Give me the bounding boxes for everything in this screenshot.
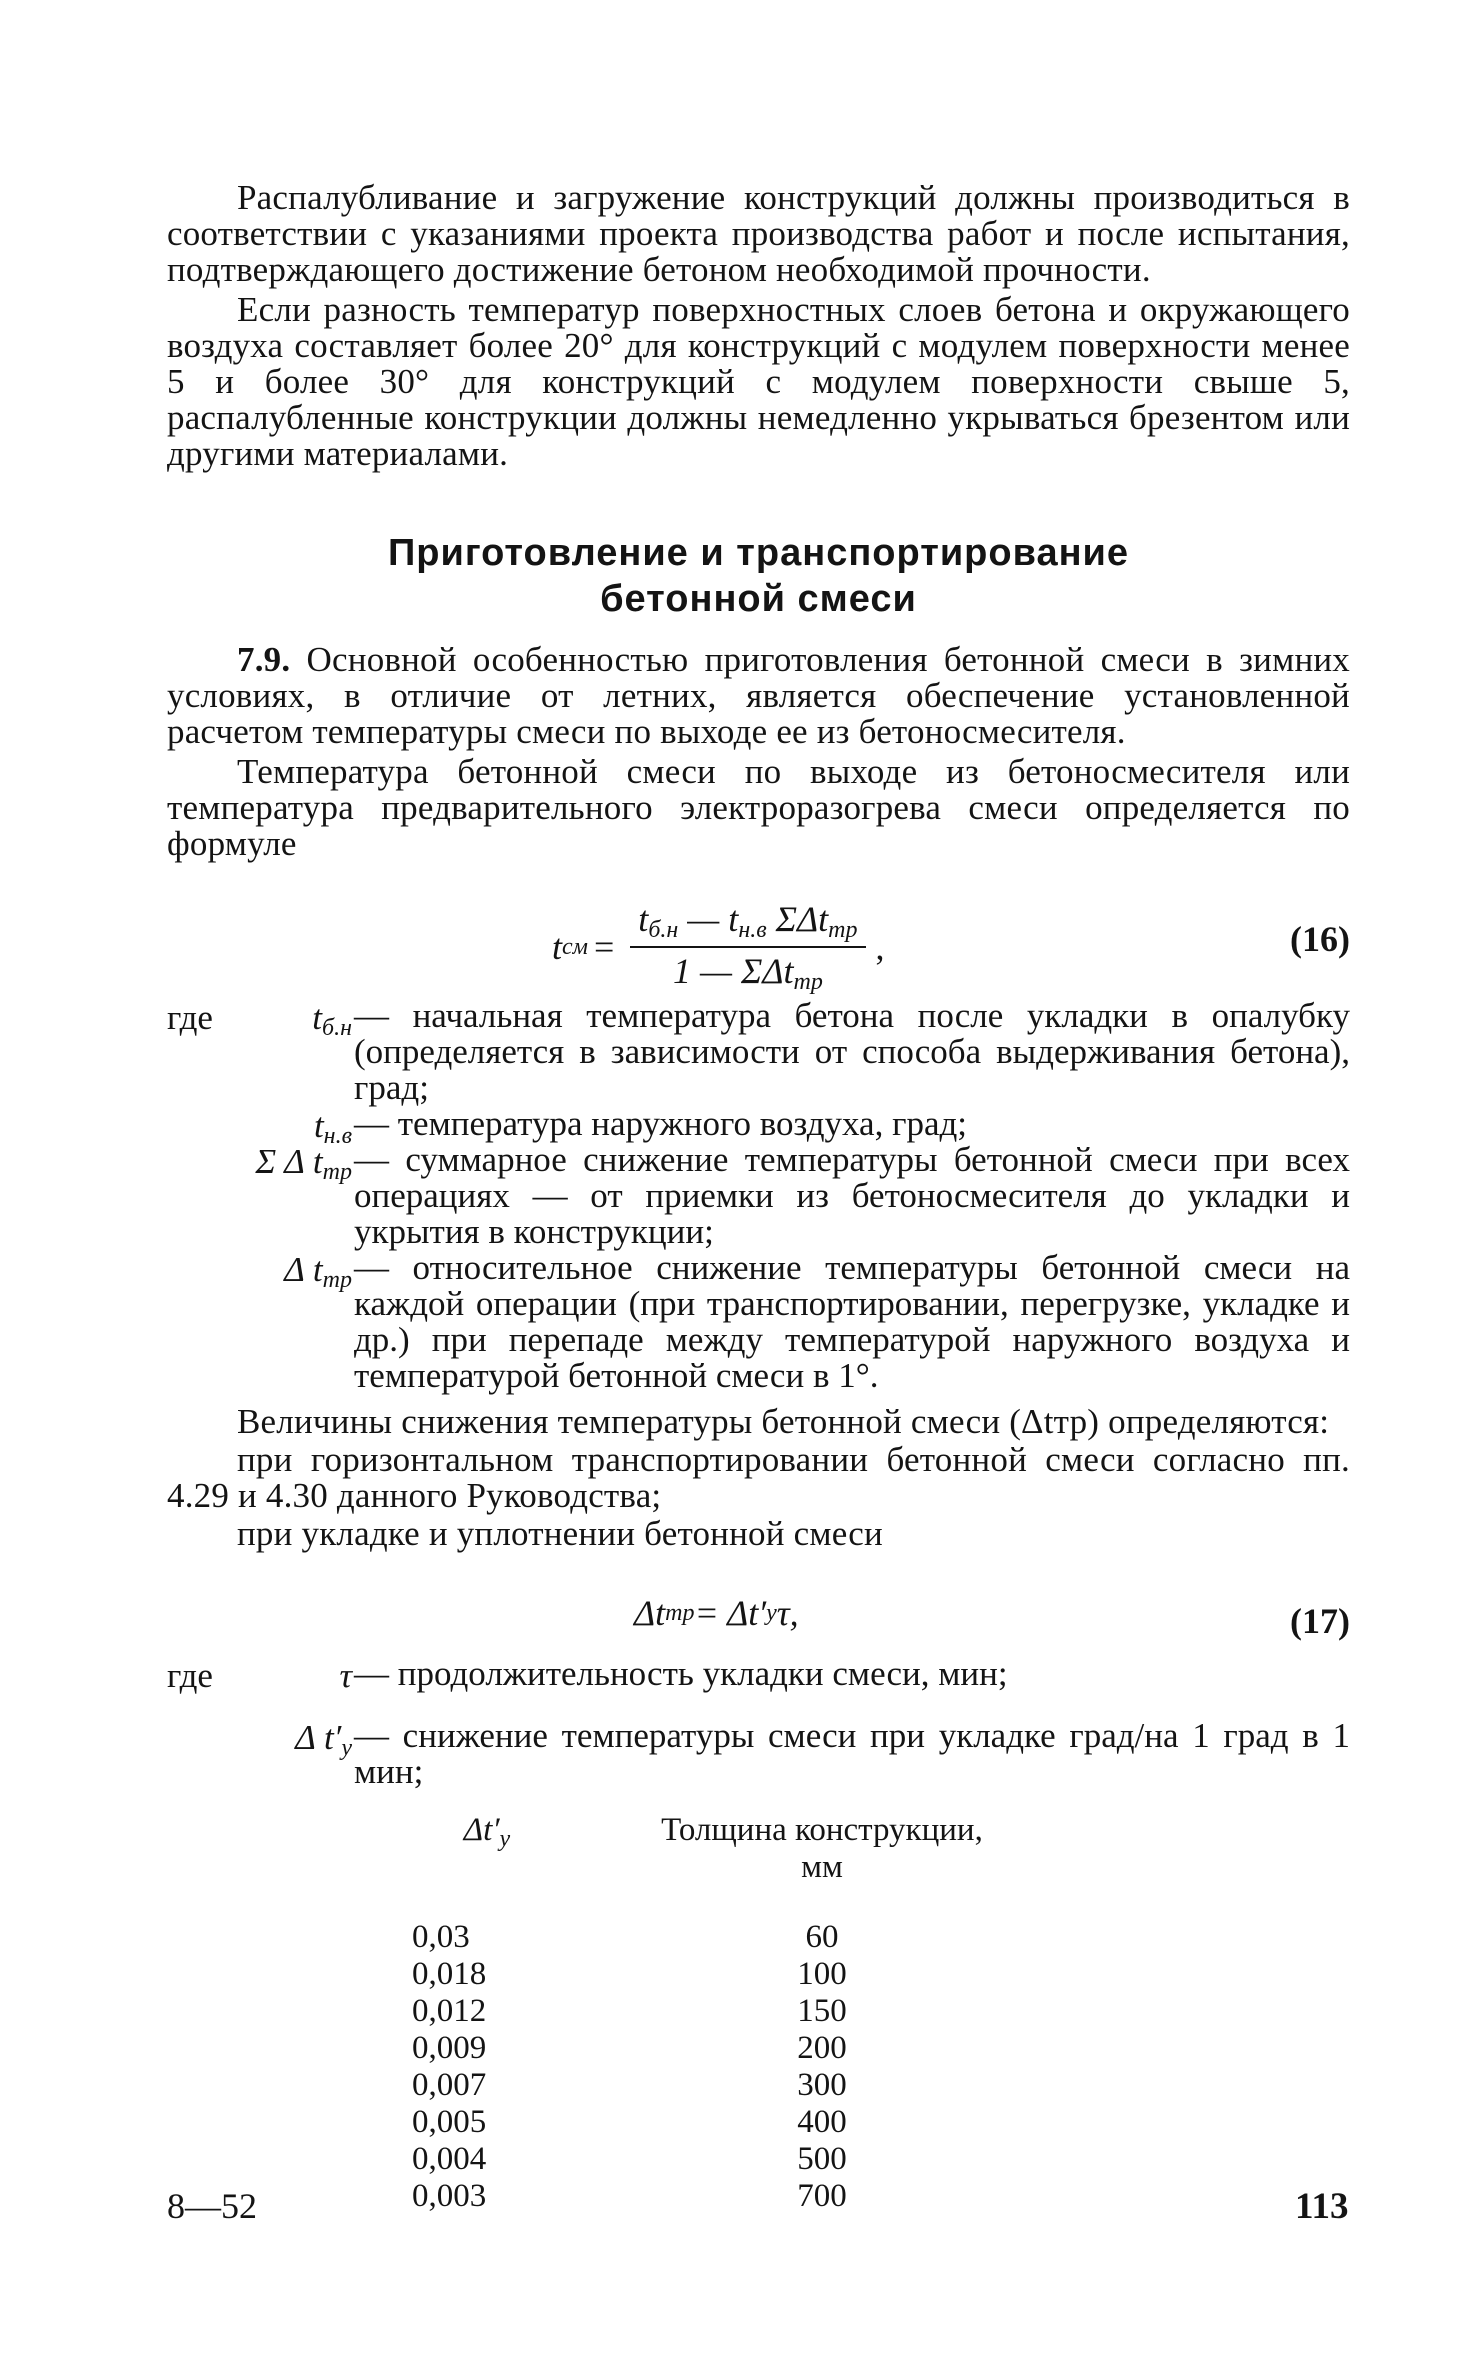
table-cell-thickness: 400 [797,2104,847,2140]
def-text-t-bn: — начальная температура бетона после укладки в опалубку (определяется в зависимости от способа выдерживания бетона), град; [354,996,1350,1107]
def-symbol-t-bn: $t_{б.н}$ [312,998,352,1041]
paragraph-horizontal: при горизонтальном транспортировании бетонной смеси согласно пп. 4.29 и 4.30 данного Руководства; [167,1440,1350,1515]
def-text-t-nv: — температура наружного воздуха, град; [354,1104,968,1143]
heading-line-2: бетонной смеси [600,578,917,620]
table-cell-thickness: 150 [797,1993,847,2029]
table-header-thickness: Толщина конструкции, мм [661,1812,983,1885]
table-cell-delta: 0,012 [412,1993,487,2029]
table-cell-thickness: 60 [805,1919,839,1955]
where-label-17: где [167,1656,213,1695]
def-text-delta-t: — относительное снижение температуры бетонной смеси на каждой операции (при транспортировании, перегрузке, укладке и др.) при перепаде между температурой наружного воздуха и температурой бетонной смеси в 1°. [354,1248,1350,1395]
table-row [390,2067,1082,2104]
table-header-row [390,1812,1082,1886]
formula-16: t см = $\frac{t_{б.н} — t_{н.в} \Sigma\Delta t_{тр}}{1 — \Sigma\Delta t_{тр}}$ , [552,899,885,995]
def-text-tau: — продолжительность укладки смеси, мин; [354,1654,1008,1693]
paragraph-values: Величины снижения температуры бетонной смеси (Δtтр) определяются: [237,1402,1330,1441]
page-number: 113 [1295,2186,1349,2227]
heading-line-1: Приготовление и транспортирование [387,532,1130,574]
table-cell-delta: 0,004 [412,2141,487,2177]
section-number: 7.9. [237,640,291,679]
def-symbol-delta-t-y: Δ $t'_у$ [295,1718,352,1761]
formula-16-fraction [630,898,865,996]
paragraph-stripping: Распалубливание и загружение конструкций должны производиться в соответствии с указаниями проекта производства работ и после испытания, подтверждающего достижение бетоном необходимой прочности. [167,178,1350,289]
table-row [390,1886,1082,1956]
def-symbol-delta-t: Δ $t_{тр}$ [284,1250,352,1293]
table-cell-delta: 0,009 [412,2030,487,2066]
paragraph-formula-intro: Температура бетонной смеси по выходе из бетоносмесителя или температура предварительного электроразогрева смеси определяется по формуле [167,752,1350,863]
paragraph-7-9 [167,642,1350,750]
def-text-delta-t-y: — снижение температуры смеси при укладке град/на 1 град в 1 мин; [354,1716,1350,1791]
printer-signature: 8—52 [167,2186,257,2226]
paragraph-temperature-difference: Если разность температур поверхностных слоев бетона и окружающего воздуха составляет более 20° для конструкций с модулем поверхности менее 5 и более 30° для конструкций с модулем поверхности свыше 5, распалубленные конструкции должны немедленно укрываться брезентом или другими материалами. [167,290,1350,473]
table-body [390,1886,1082,2215]
section-text: Основной особенностью приготовления бетонной смеси в зимних условиях, в отличие от летних, является обеспечение установленной расчетом температуры смеси по выходе ее из бетоносмесителя. [167,640,1351,751]
formula-17-number: (17) [1290,1601,1350,1641]
table-cell-delta: 0,003 [412,2178,487,2214]
table-cell-delta: 0,005 [412,2104,487,2140]
table-cell-delta: 0,007 [412,2067,487,2103]
table-cell-thickness: 300 [797,2067,847,2103]
table-row [390,2141,1082,2178]
formula-16-numerator: $t_{б.н}$ — $t_{н.в}$ ΣΔt$_{тр}$ [630,898,865,948]
table-row [390,2030,1082,2067]
table-row [390,1956,1082,1993]
where-label: где [167,998,213,1037]
cooling-table [390,1812,1082,2215]
section-7-9 [167,642,1350,862]
table-cell-thickness: 500 [797,2141,847,2177]
def-symbol-t-nv: $t_{н.в}$ [313,1106,352,1149]
table-cell-thickness: 700 [797,2178,847,2214]
formula-16-number: (16) [1290,919,1350,959]
section-heading [167,530,1350,622]
intro-block [167,180,1350,472]
after-defs-block [167,1404,1350,1552]
def-symbol-tau: τ [339,1656,352,1695]
formula-16-denominator: 1 — ΣΔt$_{тр}$ [672,951,823,995]
def-symbol-sum-delta-t: Σ Δ $t_{тр}$ [255,1142,352,1185]
table-header-delta: $\Delta t'_у$ [463,1812,511,1852]
table-cell-thickness: 200 [797,2030,847,2066]
table-cell-delta: 0,03 [412,1919,470,1955]
table-row [390,2104,1082,2141]
def-text-sum-delta-t: — суммарное снижение температуры бетонной смеси при всех операциях — от приемки из бетоносмесителя до укладки и укрытия в конструкции; [354,1140,1350,1251]
formula-17: Δt тр = Δt′ у τ, [634,1593,799,1633]
paragraph-placement: при укладке и уплотнении бетонной смеси [237,1514,883,1553]
table-row [390,1993,1082,2030]
table-cell-thickness: 100 [797,1956,847,1992]
table-cell-delta: 0,018 [412,1956,487,1992]
table-row [390,2178,1082,2215]
